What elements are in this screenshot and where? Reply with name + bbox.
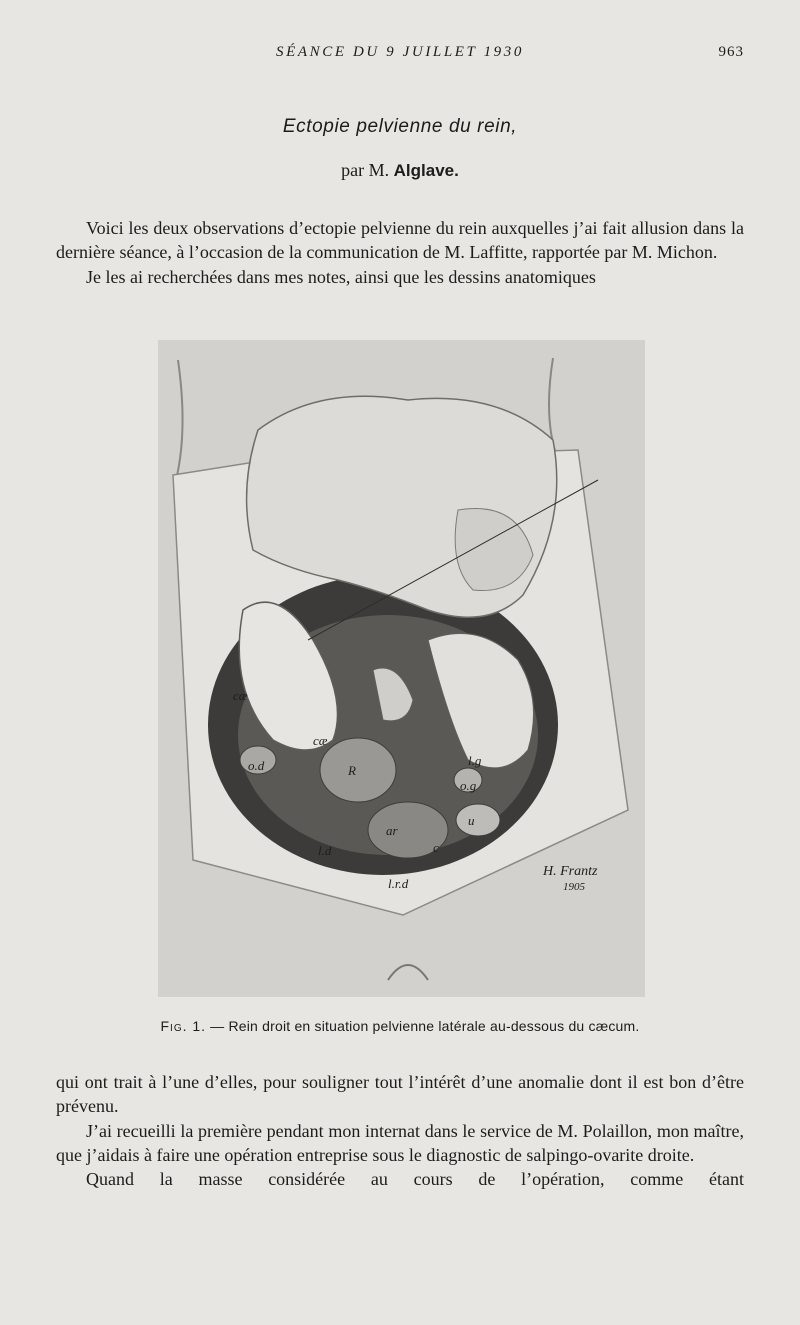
label-r: R <box>348 763 356 778</box>
byline <box>0 160 800 181</box>
label-c: c <box>433 840 439 855</box>
paragraph: Je les ai recherchées dans mes notes, ainsi que les dessins anatomiques <box>86 266 596 287</box>
label-cae: cæ <box>313 733 328 748</box>
paragraph: qui ont trait à l’une d’elles, pour souligner tout l’intérêt d’une anomalie dont il est bon d’être prévenu. <box>56 1072 744 1117</box>
body-text-bottom <box>56 1070 744 1191</box>
caption-text: — Rein droit en situation pelvienne latérale au-dessous du cæcum. <box>206 1018 640 1034</box>
article-title: Ectopie pelvienne du rein, <box>282 116 518 137</box>
figure-drawing <box>158 340 645 997</box>
running-title: SÉANCE DU 9 JUILLET 1930 <box>276 44 524 60</box>
label-lg: l.g <box>468 753 482 768</box>
page-number: 963 <box>718 44 744 60</box>
running-header <box>56 44 744 68</box>
author-name: Alglave. <box>393 161 459 180</box>
label-lrd: l.r.d <box>388 876 409 891</box>
artist-signature: H. Frantz <box>543 864 598 879</box>
paragraph: J’ai recueilli la première pendant mon internat dans le service de M. Polaillon, mon maître, que j’aidais à faire une opération entreprise sous le diagnostic de salpingo-ovarite droite. <box>56 1120 744 1165</box>
paragraph: Voici les deux observations d’ectopie pelvienne du rein auxquelles j’ai fait allusion dans la dernière séance, à l’occasion de la communication de M. Laffitte, rapportée par M. Michon. <box>56 218 744 263</box>
paragraph: Quand la masse considérée au cours de l’opération, comme étant <box>86 1169 744 1190</box>
uterus <box>456 804 500 836</box>
label-od: o.d <box>248 758 265 773</box>
label-u: u <box>468 813 475 828</box>
label-cae-upper: cæ <box>233 688 248 703</box>
figure-caption <box>60 1018 740 1034</box>
anatomical-figure <box>158 340 645 997</box>
label-ar: ar <box>386 823 398 838</box>
label-ld: l.d <box>318 843 332 858</box>
byline-prefix: par M. <box>341 160 394 180</box>
figure-label: Fig. 1. <box>160 1018 207 1034</box>
label-og: o.g <box>460 778 477 793</box>
signature-year: 1905 <box>563 881 585 893</box>
body-text-top <box>56 216 744 289</box>
kidney <box>320 738 396 802</box>
